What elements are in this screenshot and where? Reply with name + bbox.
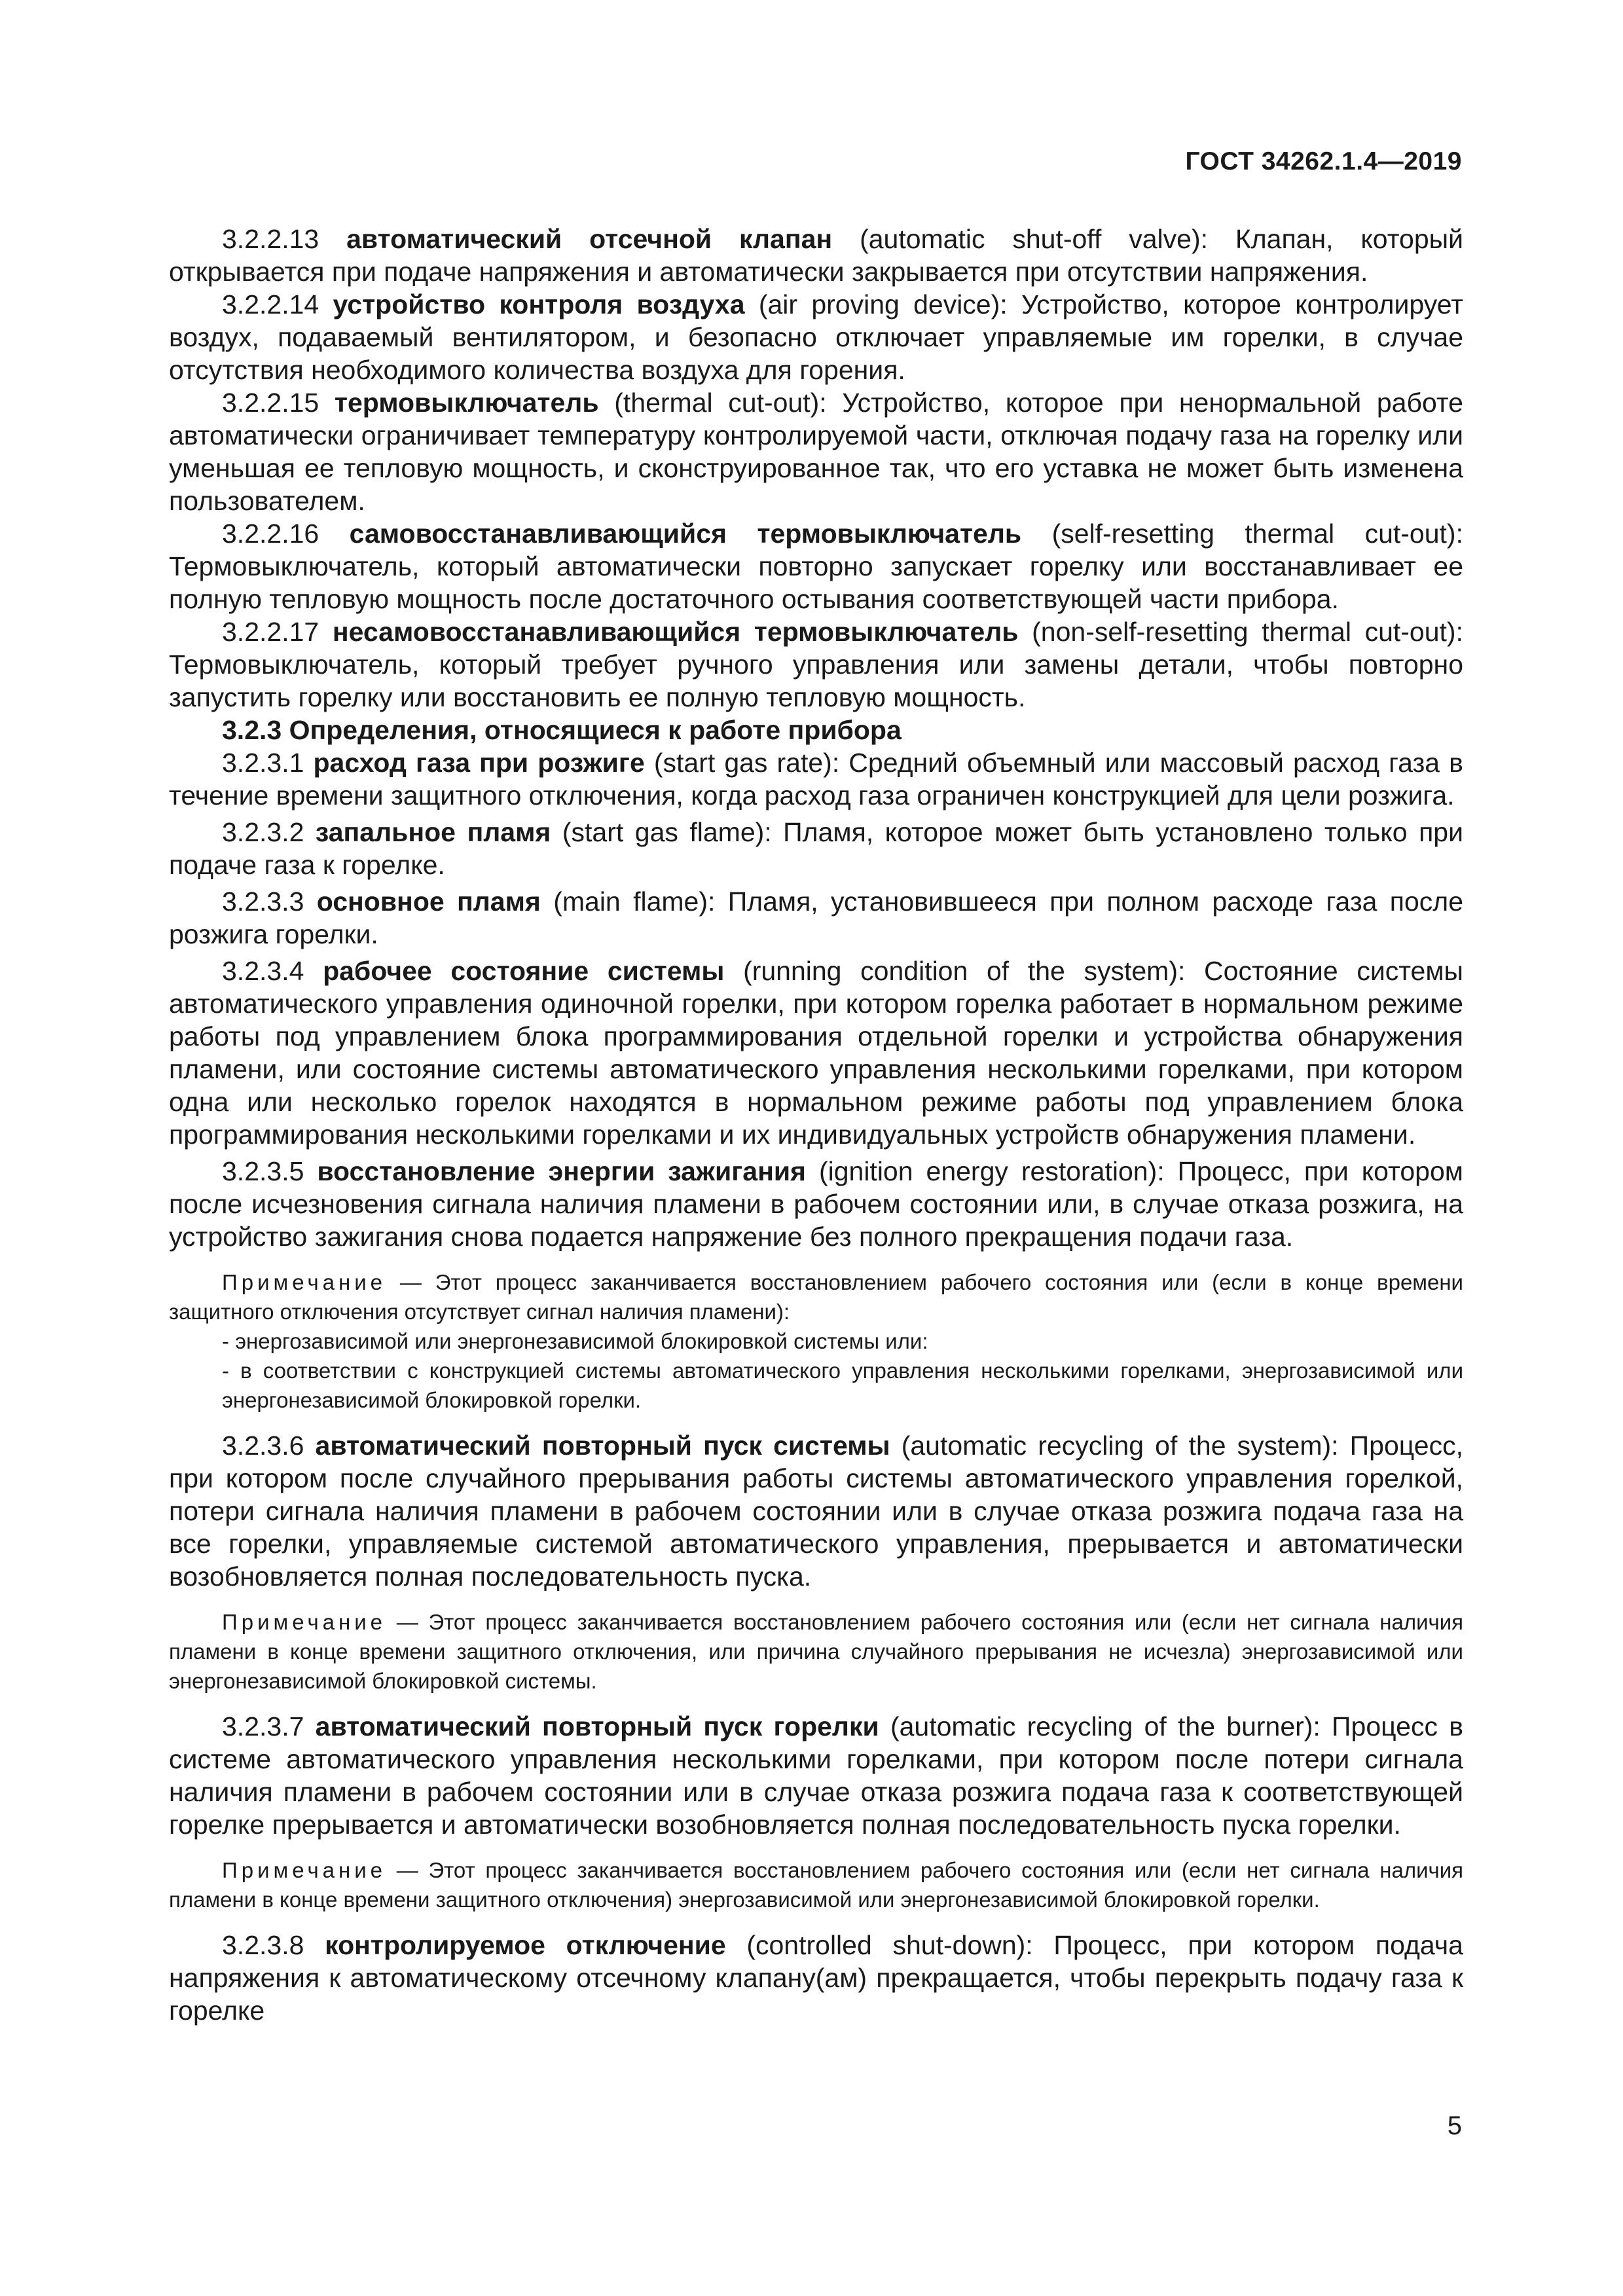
- definition-text: (ignition energy restoration): Процесс, при котором после исчезновения сигнала наличия пламени в рабочем состоянии или, в случае отказа розжига, на устройство зажигания снова подается напряжение без полного прекращения подачи газа.: [169, 1156, 1463, 1252]
- definition-text: (main flame): Пламя, установившееся при полном расходе газа после розжига горелки.: [169, 886, 1463, 949]
- note-paragraph: [169, 1607, 1463, 1696]
- definition-text: (non-self-resetting thermal cut-out): Термовыключатель, который требует ручного управления или замены детали, чтобы повторно запустить горелку или восстановить ее полную тепловую мощность.: [169, 617, 1463, 712]
- clause-number: 3.2.3.4: [222, 956, 304, 986]
- definition-paragraph: [169, 386, 1463, 517]
- note-label: Примечание: [222, 1610, 387, 1634]
- definition-paragraph: [169, 1155, 1463, 1253]
- term: запальное пламя: [315, 817, 551, 847]
- definition-paragraph: [169, 955, 1463, 1151]
- clause-number: 3.2.2.16: [222, 519, 319, 549]
- term: термовыключатель: [334, 388, 599, 418]
- section-heading: 3.2.3 Определения, относящиеся к работе прибора: [222, 715, 902, 745]
- term: основное пламя: [316, 886, 541, 917]
- definition-paragraph: [169, 223, 1463, 288]
- note-block: [169, 1607, 1463, 1696]
- note-label: Примечание: [222, 1270, 387, 1294]
- clause-number: 3.2.2.17: [222, 617, 319, 647]
- term: устройство контроля воздуха: [333, 289, 745, 319]
- note-paragraph: [169, 1855, 1463, 1914]
- definition-paragraph: [169, 288, 1463, 386]
- definition-text: (automatic recycling of the system): Процесс, при котором после случайного прерывания работы системы автоматического управления горелкой, потери сигнала наличия пламени в рабочем состоянии или в случае отказа розжига подача газа на все горелки, управляемые системой автоматического управления, прерывается и автоматически возобновляется полная последовательность пуска.: [169, 1430, 1463, 1592]
- definition-paragraph: [169, 885, 1463, 951]
- note-text: — Этот процесс заканчивается восстановлением рабочего состояния или (если нет сигнала наличия пламени в конце времени защитного отключения, или причина случайного прерывания не исчезла) энергозависимой или энергонезависимой блокировкой системы.: [169, 1610, 1463, 1693]
- term: самовосстанавливающийся термовыключатель: [349, 519, 1022, 549]
- definition-text: (automatic shut-off valve): Клапан, который открывается при подаче напряжения и автоматически закрывается при отсутствии напряжения.: [169, 224, 1463, 287]
- term: автоматический отсечной клапан: [346, 224, 833, 254]
- term: несамовосстанавливающийся термовыключатель: [332, 617, 1019, 647]
- note-block: [169, 1855, 1463, 1914]
- definition-text: (start gas flame): Пламя, которое может быть установлено только при подаче газа к горелке.: [169, 817, 1464, 880]
- note-list-item: - в соответствии с конструкцией системы автоматического управления несколькими горелками, энергозависимой или энергонезависимой блокировкой горелки.: [222, 1358, 1463, 1412]
- definition-text: (start gas rate): Средний объемный или массовый расход газа в течение времени защитного отключения, когда расход газа ограничен конструкцией для цели розжига.: [169, 748, 1463, 811]
- standard-header: ГОСТ 34262.1.4—2019: [1185, 147, 1462, 175]
- term: рабочее состояние системы: [323, 956, 725, 986]
- definition-text: (running condition of the system): Состояние системы автоматического управления одиночной горелки, при котором горелка работает в нормальном режиме работы под управлением блока программирования отдельной горелки и устройства обнаружения пламени, или состояние системы автоматического управления несколькими горелками, при котором одна или несколько горелок находятся в нормальном режиме работы под управлением блока программирования несколькими горелками и их индивидуальных устройств обнаружения пламени.: [169, 956, 1463, 1150]
- definition-paragraph: [169, 517, 1463, 615]
- definition-text: (controlled shut-down): Процесс, при котором подача напряжения к автоматическому отсечному клапану(ам) прекращается, чтобы перекрыть подачу газа к горелке: [169, 1930, 1463, 2026]
- term: автоматический повторный пуск системы: [315, 1430, 890, 1461]
- definition-paragraph: [169, 615, 1463, 714]
- definition-paragraph: [169, 746, 1463, 812]
- definition-paragraph: [169, 1429, 1463, 1593]
- clause-number: 3.2.3.2: [222, 817, 304, 847]
- term: расход газа при розжиге: [313, 748, 645, 778]
- clause-number: 3.2.3.5: [222, 1156, 304, 1186]
- definition-paragraph: [169, 816, 1463, 881]
- definition-text: (self-resetting thermal cut-out): Термовыключатель, который автоматически повторно запускает горелку или восстанавливает ее полную тепловую мощность после достаточного остывания соответствующей части прибора.: [169, 519, 1463, 614]
- note-list-item: - энергозависимой или энергонезависимой блокировкой системы или:: [222, 1329, 928, 1353]
- note-paragraph: [169, 1267, 1463, 1326]
- note-label: Примечание: [222, 1858, 387, 1882]
- definition-text: (thermal cut-out): Устройство, которое при ненормальной работе автоматически ограничивает температуру контролируемой части, отключая подачу газа на горелку или уменьшая ее тепловую мощность, и сконструированное так, что его уставка не может быть изменена пользователем.: [169, 388, 1463, 516]
- term: контролируемое отключение: [325, 1930, 726, 1960]
- definition-text: (automatic recycling of the burner): Процесс в системе автоматического управления несколькими горелками, при котором после потери сигнала наличия пламени в рабочем состоянии или в случае отказа розжига подача газа к соответствующей горелке прерывается и автоматически возобновляется полная последовательность пуска горелки.: [169, 1711, 1463, 1840]
- clause-number: 3.2.3.7: [222, 1711, 304, 1741]
- definition-paragraph: [169, 1929, 1463, 2027]
- clause-number: 3.2.3.8: [222, 1930, 304, 1960]
- clause-number: 3.2.3.1: [222, 748, 304, 778]
- note-text: — Этот процесс заканчивается восстановлением рабочего состояния или (если в конце времени защитного отключения отсутствует сигнал наличия пламени):: [169, 1270, 1463, 1324]
- clause-number: 3.2.2.13: [222, 224, 319, 254]
- clause-number: 3.2.2.15: [222, 388, 319, 418]
- document-body: [169, 223, 1463, 2027]
- term: восстановление энергии зажигания: [317, 1156, 806, 1186]
- note-text: — Этот процесс заканчивается восстановлением рабочего состояния или (если нет сигнала наличия пламени в конце времени защитного отключения) энергозависимой или энергонезависимой блокировкой горелки.: [169, 1858, 1463, 1912]
- clause-number: 3.2.3.6: [222, 1430, 304, 1461]
- note-block: [169, 1267, 1463, 1415]
- page-number: 5: [1447, 2111, 1462, 2140]
- term: автоматический повторный пуск горелки: [315, 1711, 879, 1741]
- clause-number: 3.2.3.3: [222, 886, 304, 917]
- clause-number: 3.2.2.14: [222, 289, 319, 319]
- definition-paragraph: [169, 1710, 1463, 1841]
- definition-text: (air proving device): Устройство, которое контролирует воздух, подаваемый вентилятором, и безопасно отключает управляемые им горелки, в случае отсутствия необходимого количества воздуха для горения.: [169, 289, 1463, 385]
